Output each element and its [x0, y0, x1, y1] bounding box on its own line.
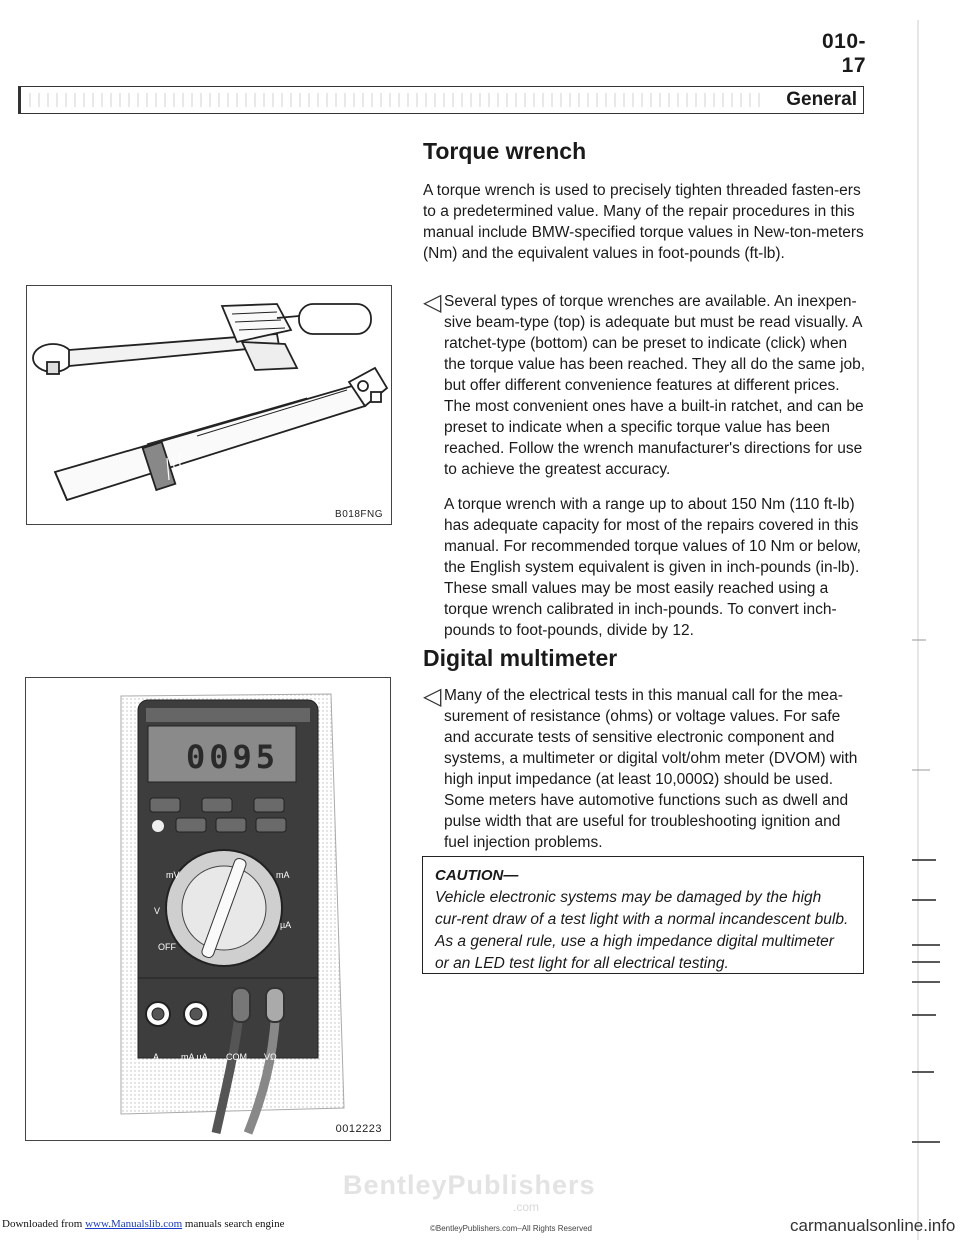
download-notice-prefix: Downloaded from — [2, 1218, 86, 1230]
publisher-watermark: BentleyPublishers — [343, 1170, 596, 1200]
terminal-label-a: A — [153, 1052, 160, 1062]
torque-types-paragraph: Several types of torque wrenches are available. An inexpen-sive beam-type (top) is adequate but must be read visually. A ratchet-type (bottom) can be preset to indicate (click) when the torque value has been reached. They all do the same job, but offer different convenience features at different prices. The most convenient ones have a built-in ratchet, and can be preset to indicate when a specific torque value has been reached. Follow the wrench manufacturer's directions for use to achieve the greatest accuracy. — [444, 293, 866, 478]
section-header-bar — [18, 86, 864, 114]
svg-text:µA: µA — [280, 920, 292, 930]
margin-marks — [906, 0, 960, 1242]
torque-wrench-illustration — [27, 286, 392, 525]
multimeter-paragraph: Many of the electrical tests in this manual call for the mea-surement of resistance (ohms) or voltage values. For safe and accurate tests of sensitive electronic component and systems, a multimeter or digital volt/ohm meter (DVOM) with high input impedance (at least 10,000Ω) should be used. Some meters have automotive functions such as dwell and pulse width that are useful for troubleshooting ignition and fuel injection problems. — [444, 687, 858, 851]
caution-box — [422, 856, 864, 974]
torque-range-paragraph: A torque wrench with a range up to about 150 Nm (110 ft-lb) has adequate capacity for most of the repairs covered in this manual. For recommended torque values of 10 Nm or below, the English system equivalent is given in inch-pounds (in-lb). These small values may be most easily reached using a torque wrench calibrated in inch-pounds. To convert inch-pounds to foot-pounds, divide by 12. — [444, 496, 861, 639]
terminal-label-ma: mA µA — [181, 1052, 208, 1062]
multimeter-heading: Digital multimeter — [423, 645, 618, 671]
caution-title: CAUTION— — [435, 867, 519, 884]
meter-display-reading: 0095 — [186, 738, 280, 776]
torque-wrench-heading: Torque wrench — [423, 138, 587, 164]
download-notice — [2, 1218, 284, 1230]
manualslib-link[interactable]: www.Manualslib.com — [85, 1218, 183, 1230]
svg-text:mV: mV — [166, 870, 180, 880]
terminal-label-v: VΩ — [264, 1052, 277, 1062]
caution-text: Vehicle electronic systems may be damaged by the high cur-rent draw of a test light with a normal incandescent bulb. As a general rule, use a high impedance digital multimeter or an LED test light for all electrical testing. — [435, 889, 849, 972]
multimeter-figure — [25, 677, 391, 1141]
svg-text:mA: mA — [276, 870, 290, 880]
pointer-arrow-icon: ◁ — [423, 289, 442, 316]
carmanuals-site: carmanualsonline.info — [790, 1216, 956, 1235]
multimeter-figure-label: 0012223 — [335, 1123, 382, 1135]
download-notice-suffix: manuals search engine — [182, 1218, 285, 1230]
copyright-notice: ©BentleyPublishers.com–All Rights Reserved — [430, 1224, 592, 1233]
torque-wrench-figure — [26, 285, 392, 525]
svg-text:OFF: OFF — [158, 942, 176, 952]
header-bar-texture — [29, 93, 763, 107]
torque-figure-label: B018FNG — [335, 509, 383, 520]
page-number: 010-17 — [821, 30, 866, 77]
terminal-label-com: COM — [226, 1052, 247, 1062]
svg-text:V: V — [154, 906, 161, 916]
torque-intro-paragraph: A torque wrench is used to precisely tighten threaded fasten-ers to a predetermined value. Many of the repair procedures in this manual include BMW-specified torque values in New-ton-meters (Nm) and the equivalent values in foot-pounds (ft-lb). — [423, 182, 864, 262]
publisher-watermark-sub: .com — [513, 1200, 540, 1214]
section-title: General — [786, 89, 857, 110]
pointer-arrow-icon: ◁ — [423, 683, 442, 710]
